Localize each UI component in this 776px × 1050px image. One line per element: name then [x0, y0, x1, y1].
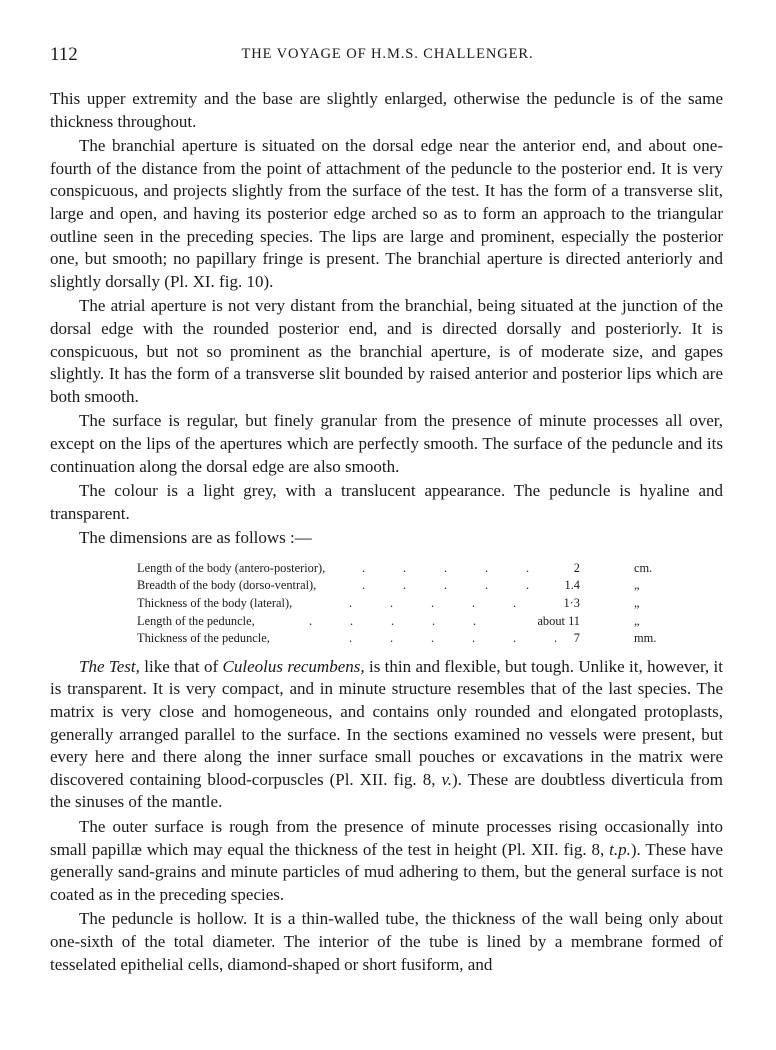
- text-run: is thin and flexible, but tough. Unlike it, however, it is transparent. It is very compact, and in minute structure resembles that of the last species. The matrix is very close and homogeneous, and contains only rounded and elongated protoplasts, generally arranged parallel to the surface. In the sections examined no vessels were present, but every here and there along the inner surface small pouches or excavations in the matrix were discovered containing blood-corpuscles (Pl. XII. fig. 8,: [50, 656, 723, 789]
- dimension-value: 2: [573, 560, 580, 575]
- paragraph-test: [50, 656, 723, 814]
- dimension-row: [137, 560, 723, 578]
- dimension-row: [137, 595, 723, 613]
- dimension-label: Thickness of the body (lateral),: [137, 596, 293, 611]
- dimension-row: [137, 630, 723, 648]
- dimension-leader: . . . . .: [362, 578, 530, 593]
- dimension-row: [137, 577, 723, 595]
- paragraph-1: This upper extremity and the base are slightly enlarged, otherwise the peduncle is of the same thickness throughout.: [50, 89, 723, 131]
- dimension-unit: „: [634, 613, 640, 628]
- running-title: THE VOYAGE OF H.M.S. CHALLENGER.: [241, 46, 534, 62]
- paragraph-branchial-aperture: The branchial aperture is situated on the dorsal edge near the anterior end, and about one-fourth of the distance from the point of attachment of the peduncle to the posterior end. It is very conspicuous, and projects slightly from the surface of the test. It has the form of a transverse slit, large and open, and having its posterior edge arched so as to form an approach to the triangular outline seen in the preceding species. The lips are large and prominent, especially the posterior one, but smooth; no papillary fringe is present. The branchial aperture is directed anteriorly and slightly dorsally (Pl. XI. fig. 10).: [50, 136, 723, 291]
- species-name: Culeolus recumbens,: [222, 656, 365, 676]
- dimension-leader: . . . . .: [362, 560, 530, 575]
- figure-ref: v.: [441, 769, 453, 789]
- dimension-leader: . . . . .: [309, 613, 477, 628]
- dimension-value: about 11: [537, 613, 580, 628]
- dimension-row: [137, 613, 723, 631]
- dimensions-table: [137, 560, 723, 648]
- paragraph-peduncle: The peduncle is hollow. It is a thin-walled tube, the thickness of the wall being only about one-sixth of the total diameter. The interior of the tube is lined by a membrane formed of tesselated epithelial cells, diamond-shaped or short fusiform, and: [50, 909, 723, 974]
- dimension-value: 7: [573, 631, 580, 646]
- paragraph-atrial-aperture: The atrial aperture is not very distant from the branchial, being situated at the junction of the dorsal edge with the rounded posterior end, and is directed dorsally and posteriorly. It is conspicuous, but not so prominent as the branchial aperture, is of moderate size, and gapes slightly. It has the form of a transverse slit bounded by raised anterior and posterior lips which are both smooth.: [50, 296, 723, 406]
- text-run: ). These have generally sand-grains and minute particles of mud adhering to them, but the general surface is not coated as in the preceding species.: [50, 839, 723, 904]
- section-heading-test: The Test,: [79, 656, 140, 676]
- figure-ref: t.p.: [609, 839, 631, 859]
- dimension-value: 1·3: [563, 596, 580, 611]
- dimension-label: Length of the body (antero-posterior),: [137, 560, 326, 575]
- dimension-leader: . . . . . .: [349, 631, 558, 646]
- dimension-leader: . . . . .: [349, 596, 517, 611]
- paragraph-surface: The surface is regular, but finely granular from the presence of minute processes all over, except on the lips of the apertures which are perfectly smooth. The surface of the peduncle and its continuation along the dorsal edge are also smooth.: [50, 411, 723, 476]
- paragraph-colour: The colour is a light grey, with a translucent appearance. The peduncle is hyaline and transparent.: [50, 481, 723, 523]
- text-run: like that of: [139, 656, 223, 676]
- paragraph-dimensions-intro: The dimensions are as follows :—: [79, 528, 312, 548]
- dimension-label: Breadth of the body (dorso-ventral),: [137, 578, 317, 593]
- page-header: [50, 44, 725, 68]
- dimension-unit: cm.: [634, 560, 653, 575]
- dimension-value: 1.4: [564, 578, 580, 593]
- dimension-unit: „: [634, 578, 640, 593]
- paragraph-outer-surface: [50, 816, 723, 906]
- dimension-unit: „: [634, 596, 640, 611]
- dimension-label: Length of the peduncle,: [137, 613, 255, 628]
- dimension-label: Thickness of the peduncle,: [137, 631, 270, 646]
- text-run: ). These are doubtless diverticula from the sinuses of the mantle.: [50, 769, 723, 812]
- body-text: [50, 88, 723, 978]
- dimension-unit: mm.: [634, 631, 657, 646]
- text-run: The outer surface is rough from the presence of minute processes rising occasionally into small papillæ which may equal the thickness of the test in height (Pl. XII. fig. 8,: [50, 817, 723, 859]
- page-number: 112: [50, 44, 78, 65]
